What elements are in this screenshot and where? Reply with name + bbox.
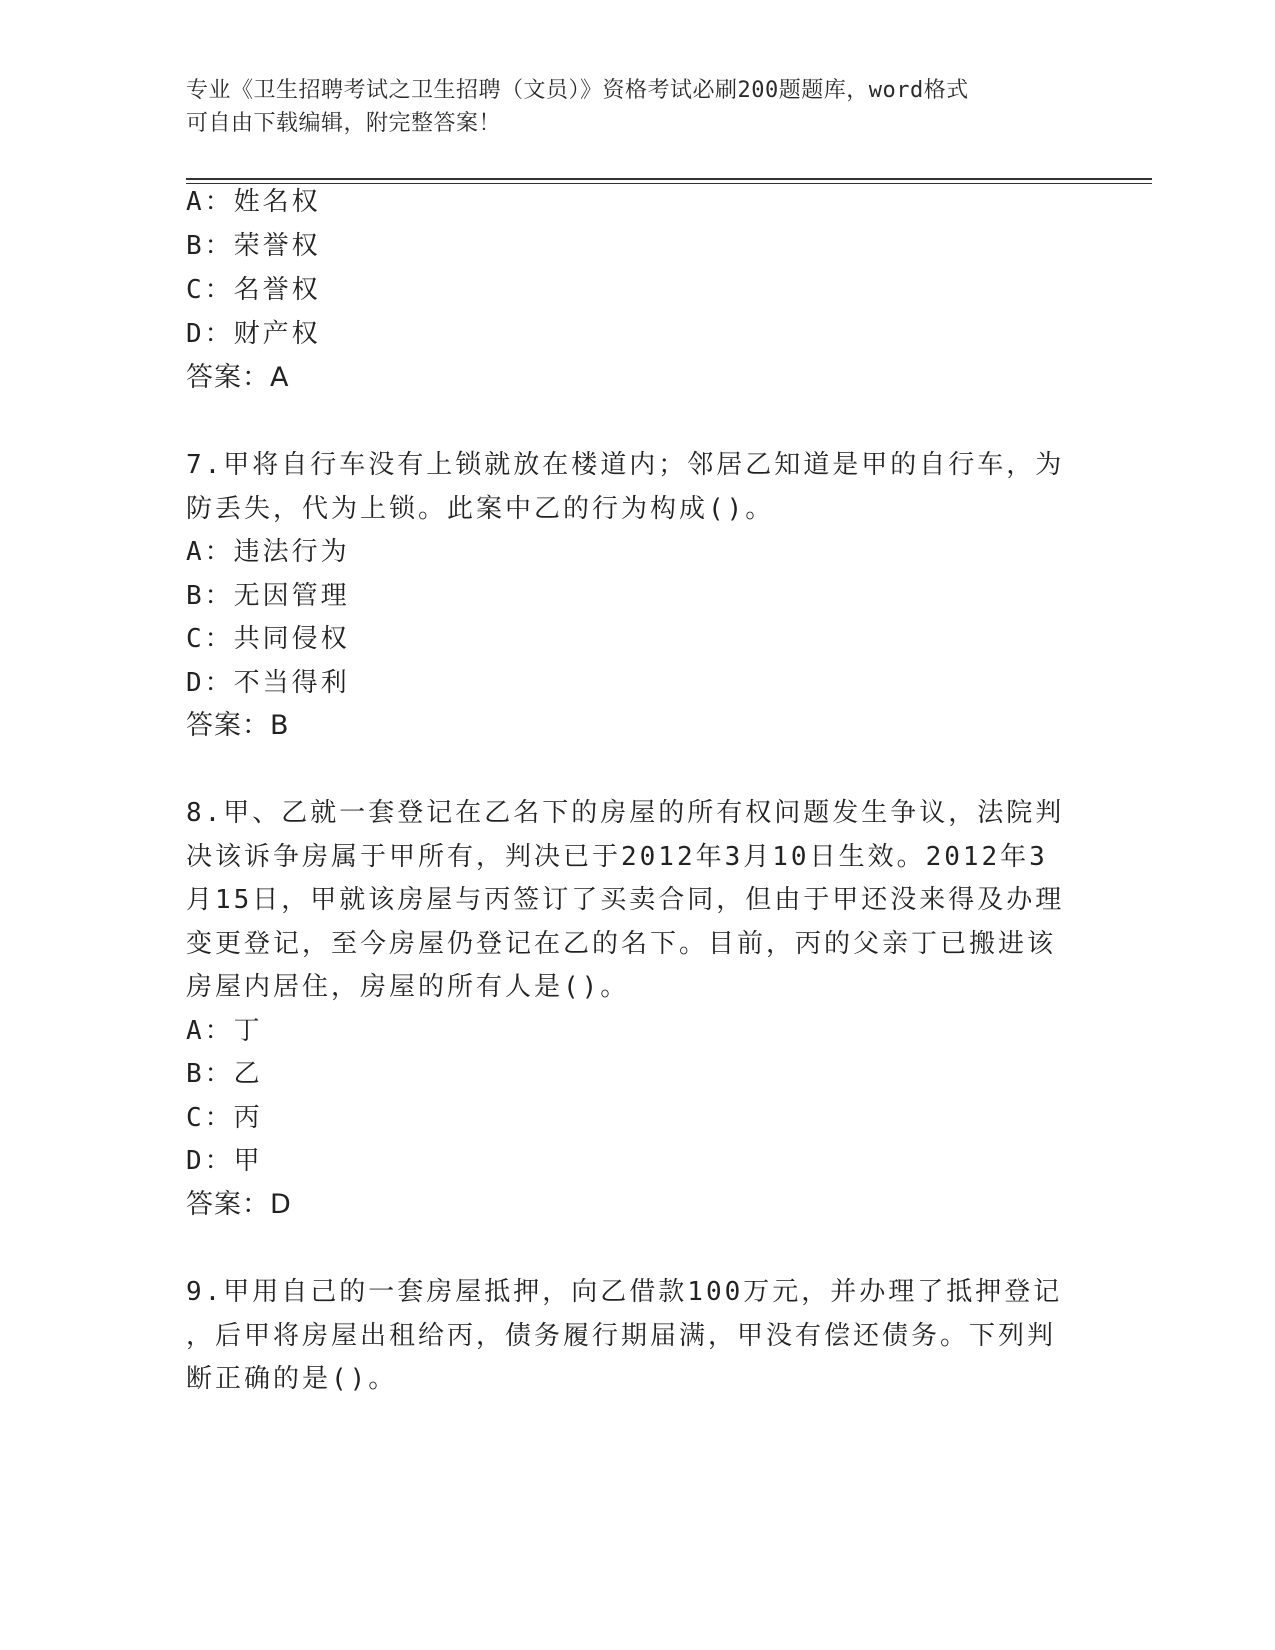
q6-option-a: A：姓名权: [186, 187, 321, 217]
q7-text-line-1: 7.甲将自行车没有上锁就放在楼道内；邻居乙知道是甲的自行车，为: [186, 450, 1065, 480]
q8-text-line-2: 决该诉争房属于甲所有，判决已于2012年3月10日生效。2012年3: [186, 842, 1048, 872]
q8-option-d: D：甲: [186, 1146, 263, 1176]
q6-answer: 答案：A: [186, 362, 290, 393]
q8-text-line-3: 月15日，甲就该房屋与丙签订了买卖合同，但由于甲还没来得及办理: [186, 885, 1065, 915]
q6-option-d: D：财产权: [186, 319, 321, 349]
q7-option-c: C：共同侵权: [186, 624, 350, 654]
q8-option-b: B：乙: [186, 1059, 263, 1089]
q8-text-line-4: 变更登记，至今房屋仍登记在乙的名下。目前，丙的父亲丁已搬进该: [186, 929, 1057, 959]
q7-answer: 答案：B: [186, 710, 290, 741]
header-divider-thick: [186, 178, 1152, 180]
header-line-1: 专业《卫生招聘考试之卫生招聘（文员）》资格考试必刷200题题库，word格式: [186, 78, 969, 103]
header-divider-thin: [186, 183, 1152, 184]
q9-text-line-2: ，后甲将房屋出租给丙，债务履行期届满，甲没有偿还债务。下列判: [186, 1321, 1057, 1351]
q8-text-line-5: 房屋内居住，房屋的所有人是()。: [186, 972, 630, 1002]
q7-option-b: B：无因管理: [186, 581, 350, 611]
q9-text-line-1: 9.甲用自己的一套房屋抵押，向乙借款100万元，并办理了抵押登记: [186, 1277, 1063, 1307]
q7-option-d: D：不当得利: [186, 668, 350, 698]
q8-option-c: C：丙: [186, 1103, 263, 1133]
q7-text-line-2: 防丢失，代为上锁。此案中乙的行为构成()。: [186, 494, 775, 524]
q8-answer: 答案：D: [186, 1189, 292, 1220]
q6-option-c: C：名誉权: [186, 275, 321, 305]
q6-option-b: B：荣誉权: [186, 231, 321, 261]
q8-text-line-1: 8.甲、乙就一套登记在乙名下的房屋的所有权问题发生争议，法院判: [186, 798, 1065, 828]
document-header: [186, 74, 1086, 140]
q9-text-line-3: 断正确的是()。: [186, 1364, 398, 1394]
q8-option-a: A：丁: [186, 1016, 263, 1046]
header-line-2: 可自由下载编辑，附完整答案！: [186, 111, 502, 136]
q7-option-a: A：违法行为: [186, 537, 350, 567]
